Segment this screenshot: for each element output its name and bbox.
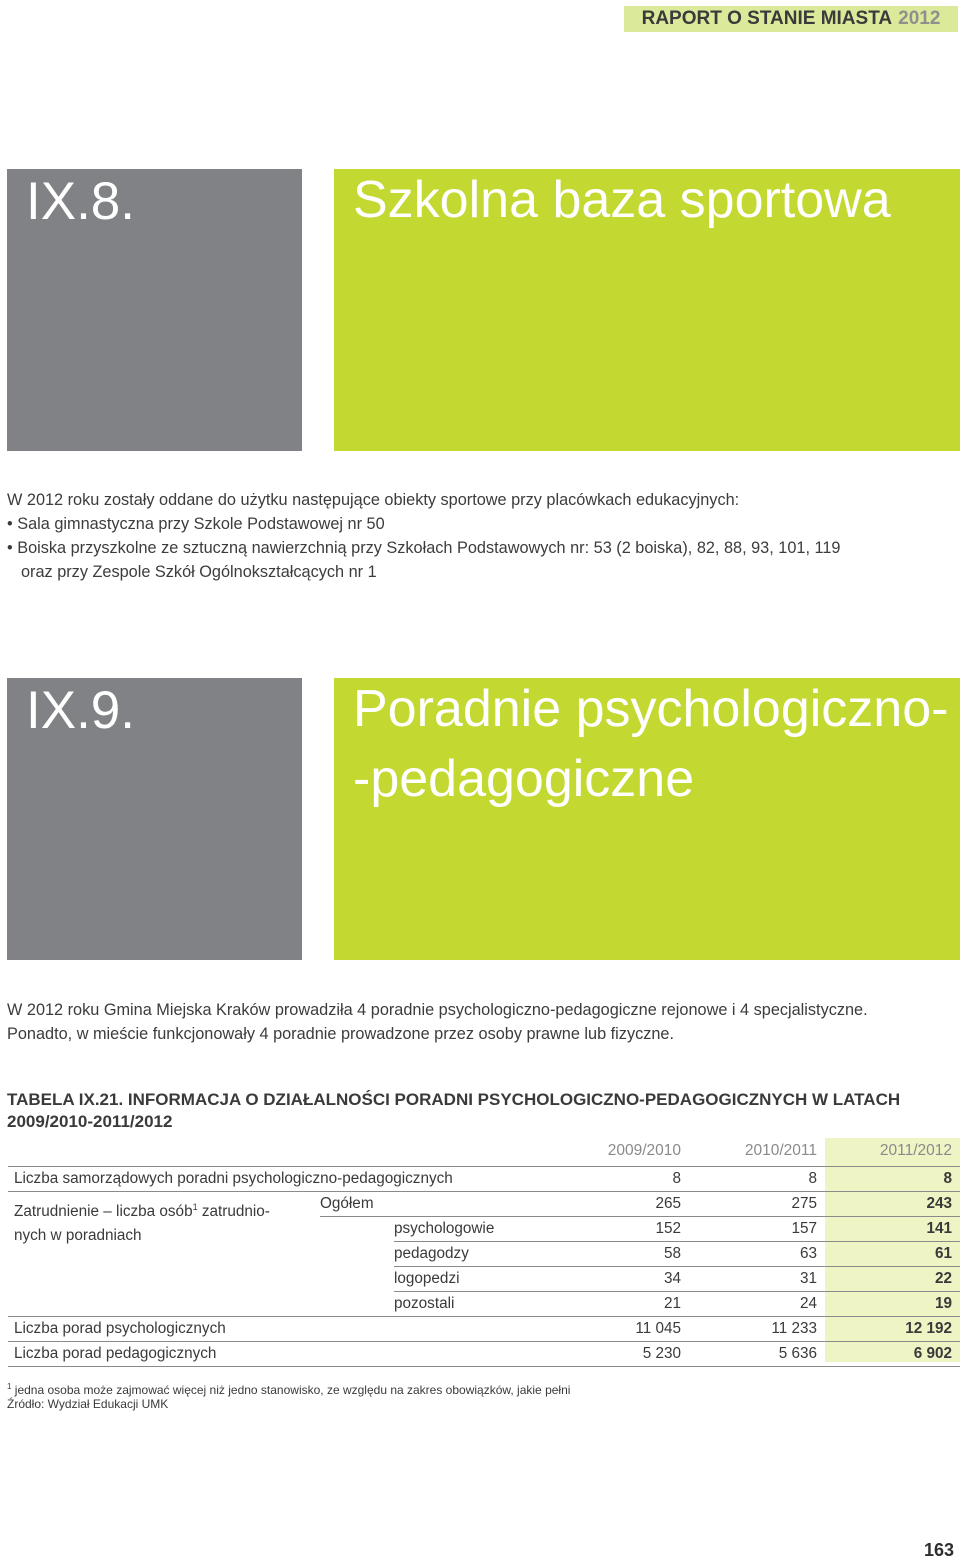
- section-title-line2: -pedagogiczne: [353, 750, 695, 808]
- cell-value: 31: [799, 1270, 817, 1287]
- section-title-line1: Poradnie psychologiczno-: [353, 680, 949, 738]
- row-label: pozostali: [394, 1295, 455, 1312]
- cell-value: 8: [672, 1170, 681, 1187]
- list-item-continuation: oraz przy Zespole Szkół Ogólnokształcących nr 1: [21, 563, 377, 581]
- cell-value: 61: [934, 1245, 952, 1262]
- cell-value: 21: [663, 1295, 681, 1312]
- footnote-text: jedna osoba może zajmować więcej niż jedno stanowisko, ze względu na zakres obowiązków, jakie pełni: [11, 1383, 571, 1397]
- row-label: logopedzi: [394, 1270, 460, 1287]
- row-label: psychologowie: [394, 1220, 495, 1237]
- table-row: [8, 1217, 960, 1245]
- section-title: Szkolna baza sportowa: [353, 171, 891, 229]
- table-header-row: [8, 1138, 960, 1163]
- cell-value: 8: [808, 1170, 817, 1187]
- employment-label-text: nych w poradniach: [14, 1227, 142, 1245]
- section-number: IX.9.: [26, 681, 136, 740]
- table-row: [8, 1167, 960, 1192]
- cell-value: 19: [934, 1295, 952, 1312]
- table-title: TABELA IX.21. INFORMACJA O DZIAŁALNOŚCI PORADNI PSYCHOLOGICZNO-PEDAGOGICZNYCH W LATACH 2009/2010-2011/2012: [7, 1090, 901, 1131]
- column-header: 2010/2011: [744, 1142, 817, 1159]
- divider: [8, 1366, 960, 1367]
- cell-value: 12 192: [905, 1320, 952, 1337]
- cell-value: 141: [926, 1220, 952, 1237]
- table-row: [8, 1192, 960, 1217]
- report-header-title: RAPORT O STANIE MIASTA: [641, 8, 893, 29]
- cell-value: 8: [943, 1170, 952, 1187]
- report-header: [624, 6, 958, 32]
- list-item: • Sala gimnastyczna przy Szkole Podstawowej nr 50: [7, 515, 385, 533]
- footnote: [7, 1382, 570, 1397]
- table-row: [8, 1267, 960, 1292]
- paragraph-line: W 2012 roku Gmina Miejska Kraków prowadziła 4 poradnie psychologiczno-pedagogiczne rejonowe i 4 specjalistyczne.: [7, 1001, 868, 1019]
- footnote-marker: 1: [192, 1202, 198, 1212]
- cell-value: 24: [799, 1295, 817, 1312]
- section-number-box: [7, 169, 302, 451]
- section-number: IX.8.: [26, 172, 136, 231]
- cell-value: 152: [655, 1220, 681, 1237]
- cell-value: 5 636: [778, 1345, 817, 1362]
- cell-value: 11 045: [635, 1320, 681, 1337]
- row-label: Liczba samorządowych poradni psychologiczno-pedagogicznych: [14, 1170, 453, 1187]
- column-header: 2009/2010: [607, 1142, 681, 1159]
- section-number-box: [7, 678, 302, 960]
- cell-value: 6 902: [913, 1345, 952, 1362]
- report-header-year: 2012: [898, 8, 941, 29]
- cell-value: 22: [934, 1270, 952, 1287]
- table-row: [8, 1242, 960, 1267]
- cell-value: 243: [926, 1195, 952, 1212]
- intro-text: W 2012 roku zostały oddane do użytku następujące obiekty sportowe przy placówkach edukacyjnych:: [7, 491, 740, 509]
- table-row: [8, 1342, 960, 1367]
- section-body: [7, 488, 840, 584]
- employment-label-text: Zatrudnienie – liczba osób: [14, 1203, 193, 1221]
- cell-value: 34: [663, 1270, 681, 1287]
- section-title-box: [334, 169, 960, 451]
- row-label: Ogółem: [320, 1195, 374, 1212]
- section-title-box: [334, 678, 960, 960]
- row-label: Liczba porad pedagogicznych: [14, 1345, 217, 1362]
- cell-value: 5 230: [642, 1345, 681, 1362]
- footnote-marker: 1: [7, 1382, 12, 1391]
- cell-value: 58: [663, 1245, 681, 1262]
- table-row: [8, 1317, 960, 1342]
- table-row: [8, 1292, 960, 1317]
- row-label: pedagodzy: [394, 1245, 469, 1262]
- cell-value: 11 233: [771, 1320, 817, 1337]
- cell-value: 157: [791, 1220, 817, 1237]
- section-body: [7, 998, 868, 1046]
- employment-label-text: zatrudnio-: [197, 1203, 270, 1221]
- cell-value: 63: [799, 1245, 817, 1262]
- source-note: Źródło: Wydział Edukacji UMK: [7, 1397, 169, 1411]
- page-number: 163: [924, 1540, 955, 1560]
- row-label: Liczba porad psychologicznych: [14, 1320, 226, 1337]
- column-header: 2011/2012: [879, 1142, 952, 1159]
- cell-value: 265: [655, 1195, 681, 1212]
- paragraph-line: Ponadto, w mieście funkcjonowały 4 poradnie prowadzone przez osoby prawne lub fizyczne.: [7, 1025, 674, 1043]
- cell-value: 275: [791, 1195, 817, 1212]
- list-item: • Boiska przyszkolne ze sztuczną nawierzchnią przy Szkołach Podstawowych nr: 53 (2 boiska), 82, 88, 93, 101, 119: [7, 539, 841, 557]
